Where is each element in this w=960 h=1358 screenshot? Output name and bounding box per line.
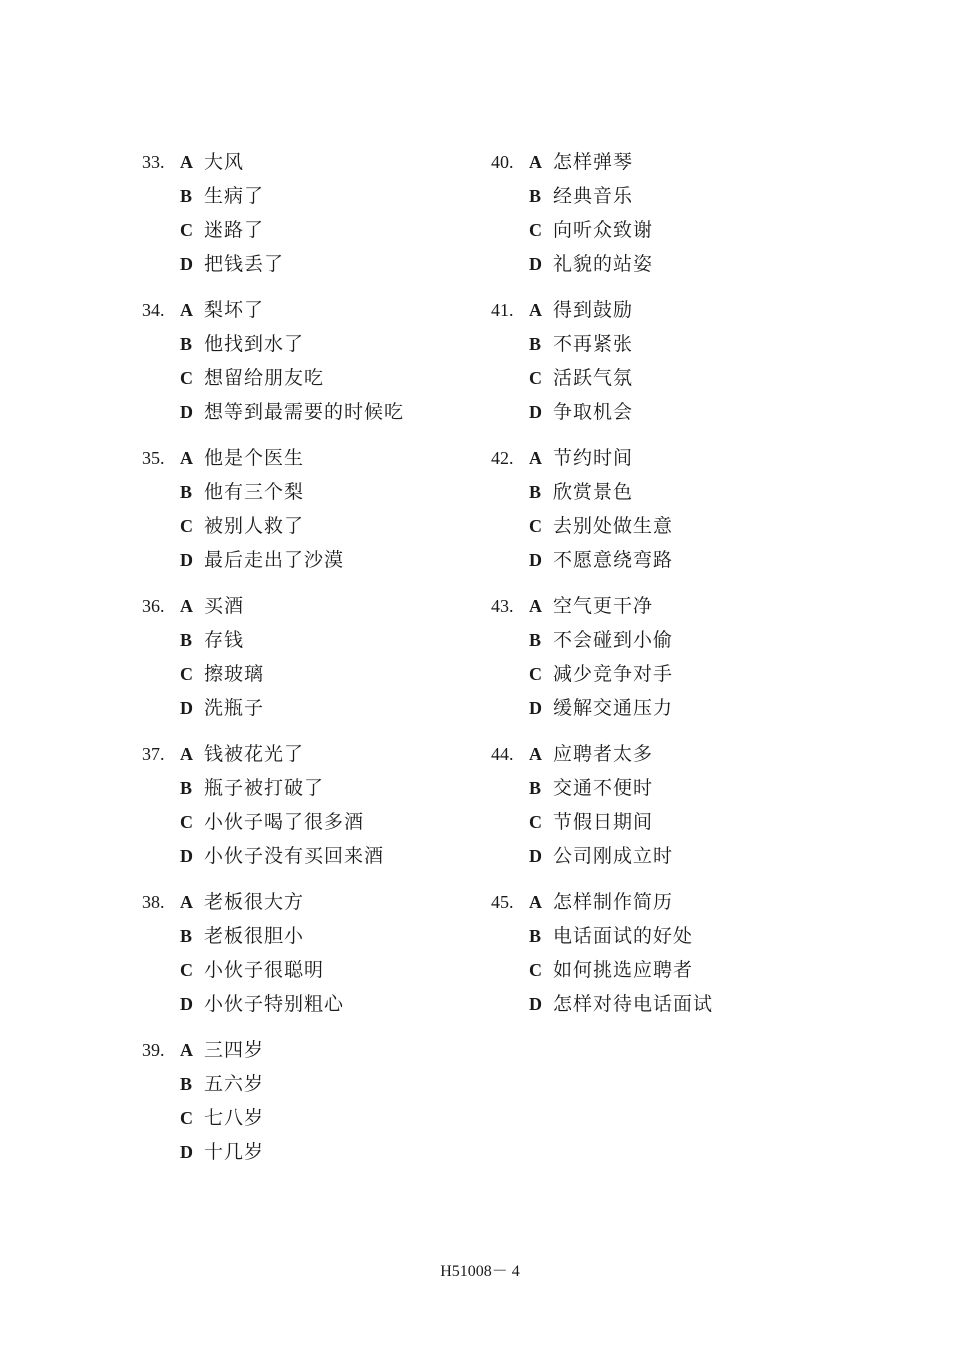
answer-option	[180, 1138, 264, 1166]
question-number: 35.	[142, 448, 165, 468]
option-letter: B	[529, 778, 542, 798]
option-letter: C	[180, 220, 193, 240]
option-letter: A	[180, 892, 193, 912]
answer-option	[529, 296, 633, 324]
option-letter: B	[180, 334, 193, 354]
question-item	[142, 296, 472, 444]
option-text: 他有三个梨	[204, 481, 305, 503]
answer-option	[180, 364, 324, 392]
question-number: 42.	[491, 448, 514, 468]
option-text: 大风	[204, 151, 245, 173]
answer-option	[529, 444, 633, 472]
option-letter: A	[180, 1040, 193, 1060]
answer-option	[529, 990, 713, 1018]
answer-option	[529, 546, 673, 574]
option-text: 七八岁	[204, 1107, 265, 1129]
answer-option	[180, 1104, 264, 1132]
option-letter: A	[529, 152, 542, 172]
answer-option	[529, 478, 633, 506]
option-letter: B	[180, 926, 193, 946]
option-text: 三四岁	[204, 1039, 265, 1061]
option-letter: D	[529, 698, 542, 718]
option-letter: C	[180, 812, 193, 832]
option-text: 应聘者太多	[553, 743, 654, 765]
question-number: 44.	[491, 744, 514, 764]
option-letter: D	[180, 846, 193, 866]
answer-option	[180, 478, 304, 506]
option-letter: D	[529, 402, 542, 422]
option-letter: A	[180, 300, 193, 320]
option-text: 擦玻璃	[204, 663, 265, 685]
option-letter: A	[180, 448, 193, 468]
option-letter: B	[529, 926, 542, 946]
answer-option	[180, 842, 384, 870]
answer-option	[180, 182, 264, 210]
option-letter: A	[180, 596, 193, 616]
option-text: 争取机会	[553, 401, 634, 423]
question-number: 38.	[142, 892, 165, 912]
answer-option	[529, 660, 673, 688]
question-number: 43.	[491, 596, 514, 616]
answer-option	[180, 1070, 264, 1098]
option-text: 欣赏景色	[553, 481, 634, 503]
question-item	[491, 296, 821, 444]
option-text: 被别人救了	[204, 515, 305, 537]
option-letter: C	[529, 812, 542, 832]
option-letter: A	[180, 152, 193, 172]
answer-option	[180, 626, 244, 654]
answer-option	[180, 398, 404, 426]
question-item	[491, 592, 821, 740]
answer-option	[529, 398, 633, 426]
answer-option	[180, 250, 284, 278]
option-letter: C	[180, 960, 193, 980]
option-text: 存钱	[204, 629, 245, 651]
option-text: 十几岁	[204, 1141, 265, 1163]
answer-option	[180, 444, 304, 472]
answer-option	[180, 660, 264, 688]
question-item	[142, 148, 472, 296]
answer-option	[529, 250, 653, 278]
option-text: 五六岁	[204, 1073, 265, 1095]
option-letter: D	[180, 402, 193, 422]
option-text: 买酒	[204, 595, 245, 617]
option-letter: C	[529, 368, 542, 388]
option-text: 怎样对待电话面试	[553, 993, 714, 1015]
option-text: 交通不便时	[553, 777, 654, 799]
option-text: 礼貌的站姿	[553, 253, 654, 275]
answer-option	[180, 740, 304, 768]
option-letter: B	[529, 482, 542, 502]
option-letter: D	[529, 846, 542, 866]
option-text: 迷路了	[204, 219, 265, 241]
option-text: 小伙子喝了很多酒	[204, 811, 365, 833]
page-footer: H51008－ 4	[440, 1263, 520, 1280]
answer-option	[180, 990, 344, 1018]
option-text: 老板很大方	[204, 891, 305, 913]
option-letter: C	[529, 664, 542, 684]
option-letter: B	[529, 630, 542, 650]
option-letter: B	[180, 630, 193, 650]
answer-option	[529, 364, 633, 392]
option-text: 不再紧张	[553, 333, 634, 355]
option-letter: A	[529, 744, 542, 764]
option-text: 怎样弹琴	[553, 151, 634, 173]
answer-option	[180, 592, 244, 620]
answer-option	[529, 694, 673, 722]
option-text: 节假日期间	[553, 811, 654, 833]
option-letter: B	[180, 1074, 193, 1094]
option-letter: D	[180, 1142, 193, 1162]
option-text: 电话面试的好处	[553, 925, 694, 947]
option-text: 他找到水了	[204, 333, 305, 355]
answer-option	[529, 888, 673, 916]
question-item	[142, 592, 472, 740]
answer-option	[529, 774, 653, 802]
question-number: 39.	[142, 1040, 165, 1060]
option-letter: C	[180, 1108, 193, 1128]
option-letter: D	[180, 698, 193, 718]
answer-option	[180, 148, 244, 176]
option-text: 小伙子很聪明	[204, 959, 325, 981]
answer-option	[529, 592, 653, 620]
option-text: 钱被花光了	[204, 743, 305, 765]
option-letter: B	[529, 334, 542, 354]
option-text: 公司刚成立时	[553, 845, 674, 867]
option-letter: D	[180, 254, 193, 274]
left-question-column	[142, 148, 472, 1184]
option-letter: D	[180, 994, 193, 1014]
option-letter: C	[180, 664, 193, 684]
option-letter: C	[529, 960, 542, 980]
option-letter: D	[180, 550, 193, 570]
option-text: 他是个医生	[204, 447, 305, 469]
option-text: 向听众致谢	[553, 219, 654, 241]
option-text: 老板很胆小	[204, 925, 305, 947]
option-text: 活跃气氛	[553, 367, 634, 389]
option-text: 去别处做生意	[553, 515, 674, 537]
answer-option	[529, 842, 673, 870]
answer-option	[180, 1036, 264, 1064]
question-number: 37.	[142, 744, 165, 764]
answer-option	[180, 512, 304, 540]
option-text: 想留给朋友吃	[204, 367, 325, 389]
option-text: 怎样制作简历	[553, 891, 674, 913]
question-number: 33.	[142, 152, 165, 172]
option-letter: D	[529, 254, 542, 274]
option-letter: A	[529, 596, 542, 616]
answer-option	[529, 330, 633, 358]
option-text: 节约时间	[553, 447, 634, 469]
option-letter: B	[180, 778, 193, 798]
option-letter: B	[180, 186, 193, 206]
option-text: 不会碰到小偷	[553, 629, 674, 651]
answer-option	[529, 512, 673, 540]
option-text: 瓶子被打破了	[204, 777, 325, 799]
option-text: 最后走出了沙漠	[204, 549, 345, 571]
answer-option	[529, 182, 633, 210]
answer-option	[180, 922, 304, 950]
question-item	[491, 444, 821, 592]
question-number: 41.	[491, 300, 514, 320]
question-number: 36.	[142, 596, 165, 616]
option-text: 空气更干净	[553, 595, 654, 617]
option-letter: A	[529, 892, 542, 912]
option-text: 得到鼓励	[553, 299, 634, 321]
question-item	[142, 888, 472, 1036]
option-letter: D	[529, 994, 542, 1014]
option-letter: C	[529, 516, 542, 536]
option-text: 小伙子特别粗心	[204, 993, 345, 1015]
option-text: 洗瓶子	[204, 697, 265, 719]
option-letter: B	[180, 482, 193, 502]
option-text: 不愿意绕弯路	[553, 549, 674, 571]
option-text: 梨坏了	[204, 299, 265, 321]
answer-option	[180, 808, 364, 836]
option-letter: A	[529, 300, 542, 320]
question-item	[491, 888, 821, 1036]
option-letter: A	[180, 744, 193, 764]
question-number: 45.	[491, 892, 514, 912]
option-text: 经典音乐	[553, 185, 634, 207]
answer-option	[529, 956, 693, 984]
option-text: 缓解交通压力	[553, 697, 674, 719]
right-question-column	[491, 148, 821, 1036]
question-item	[491, 740, 821, 888]
option-text: 生病了	[204, 185, 265, 207]
question-number: 34.	[142, 300, 165, 320]
answer-option	[529, 148, 633, 176]
option-text: 减少竞争对手	[553, 663, 674, 685]
option-text: 想等到最需要的时候吃	[204, 401, 405, 423]
answer-option	[529, 626, 673, 654]
answer-option	[529, 922, 693, 950]
question-item	[142, 444, 472, 592]
option-text: 如何挑选应聘者	[553, 959, 694, 981]
answer-option	[180, 956, 324, 984]
answer-option	[180, 216, 264, 244]
answer-option	[529, 216, 653, 244]
option-text: 小伙子没有买回来酒	[204, 845, 385, 867]
answer-option	[180, 330, 304, 358]
option-letter: A	[529, 448, 542, 468]
answer-option	[180, 888, 304, 916]
answer-option	[180, 546, 344, 574]
option-letter: D	[529, 550, 542, 570]
option-letter: C	[180, 516, 193, 536]
question-item	[142, 740, 472, 888]
answer-option	[529, 740, 653, 768]
option-letter: C	[529, 220, 542, 240]
question-number: 40.	[491, 152, 514, 172]
option-letter: B	[529, 186, 542, 206]
answer-option	[529, 808, 653, 836]
answer-option	[180, 694, 264, 722]
option-text: 把钱丢了	[204, 253, 285, 275]
answer-option	[180, 296, 264, 324]
question-item	[142, 1036, 472, 1184]
answer-option	[180, 774, 324, 802]
option-letter: C	[180, 368, 193, 388]
question-item	[491, 148, 821, 296]
